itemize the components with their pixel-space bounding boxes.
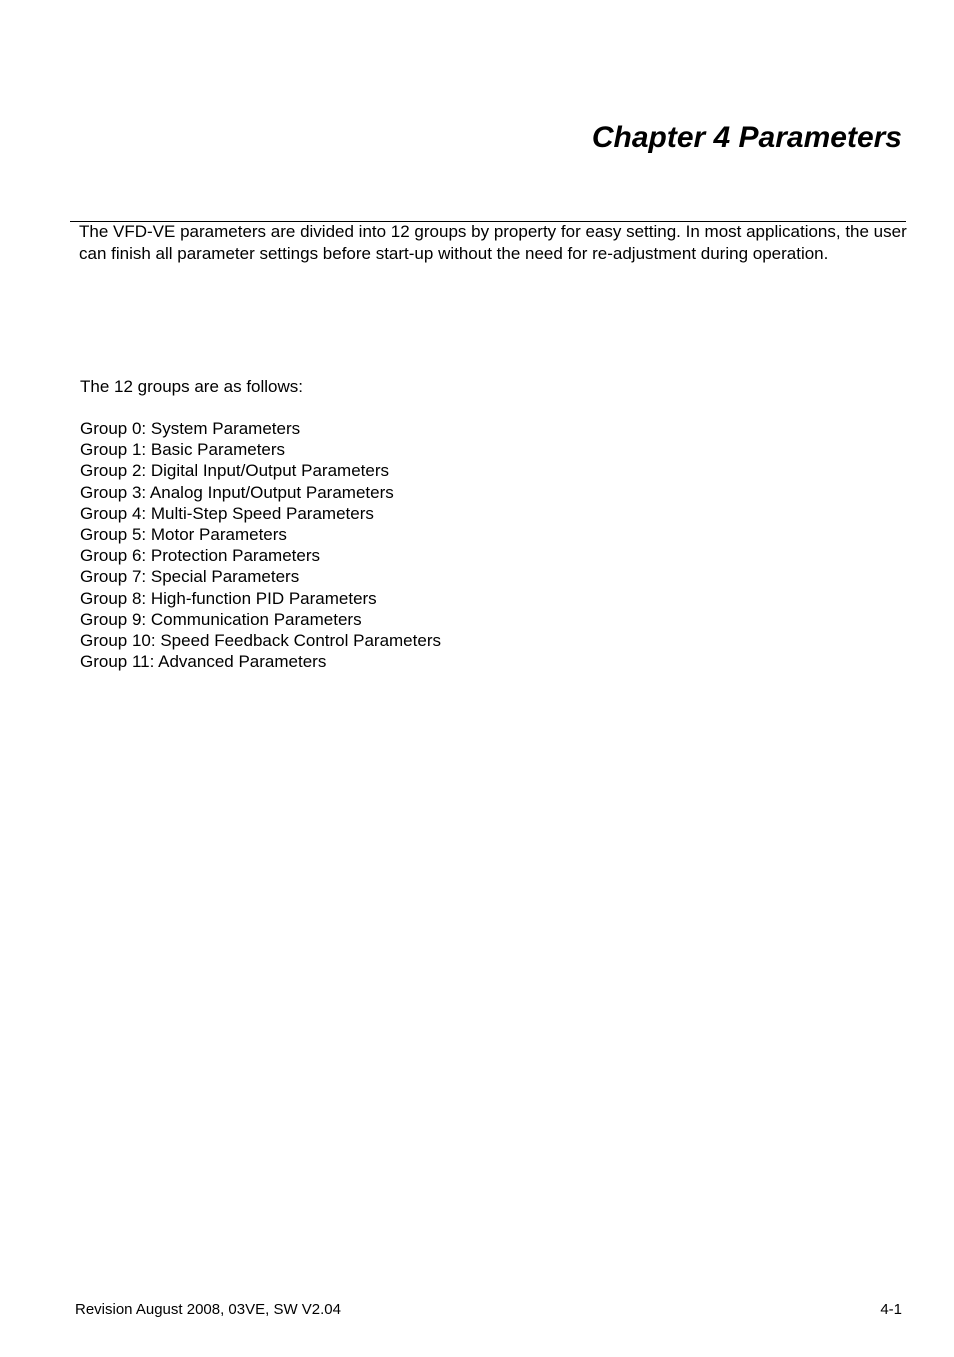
group-list-item: Group 4: Multi-Step Speed Parameters bbox=[80, 503, 374, 523]
group-list-item: Group 9: Communication Parameters bbox=[80, 609, 362, 629]
parameter-group-list bbox=[80, 418, 441, 672]
group-list-item: Group 7: Special Parameters bbox=[80, 567, 300, 587]
intro-paragraph: The VFD-VE parameters are divided into 12 groups by property for easy setting. In most applications, the user can finish all parameter settings before start-up without the need for re-adjustment during operation. bbox=[79, 222, 907, 263]
group-list-item: Group 3: Analog Input/Output Parameters bbox=[80, 482, 394, 502]
group-list-item: Group 11: Advanced Parameters bbox=[80, 652, 327, 672]
footer-page-number: 4-1 bbox=[880, 1301, 902, 1318]
footer-revision: Revision August 2008, 03VE, SW V2.04 bbox=[75, 1301, 341, 1318]
chapter-title: Chapter 4 Parameters bbox=[591, 121, 902, 154]
group-list-item: Group 8: High-function PID Parameters bbox=[80, 588, 377, 608]
groups-lead-text: The 12 groups are as follows: bbox=[80, 377, 304, 396]
group-list-item: Group 1: Basic Parameters bbox=[80, 440, 286, 460]
group-list-item: Group 2: Digital Input/Output Parameters bbox=[80, 461, 389, 481]
group-list-item: Group 6: Protection Parameters bbox=[80, 546, 321, 566]
group-list-item: Group 5: Motor Parameters bbox=[80, 525, 287, 545]
group-list-item: Group 0: System Parameters bbox=[80, 419, 301, 438]
group-list-item: Group 10: Speed Feedback Control Parameters bbox=[80, 631, 441, 651]
